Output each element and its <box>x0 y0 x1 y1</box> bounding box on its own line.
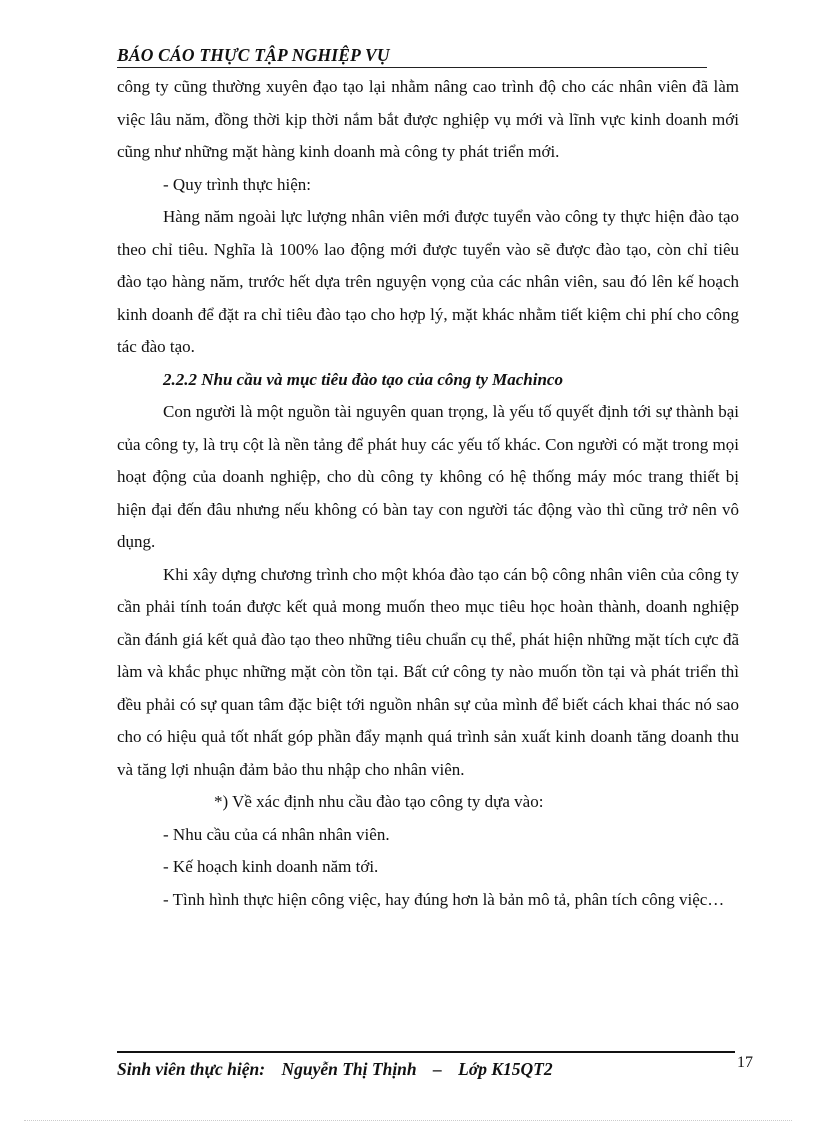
page-bottom-edge <box>24 1120 792 1121</box>
paragraph-human-resources: Con người là một nguồn tài nguyên quan trọng, là yếu tố quyết định tới sự thành bại của công ty, là trụ cột là nền tảng để phát huy các yếu tố khác. Con người có mặt trong mọi hoạt động của doanh nghiệp, cho dù công ty không có hệ thống máy móc trang thiết bị hiện đại đến đâu nhưng nếu không có bàn tay con người tác động vào thì cũng trở nên vô dụng. <box>117 402 739 551</box>
footer-divider <box>117 1051 735 1053</box>
student-name: Nguyễn Thị Thịnh <box>281 1059 417 1079</box>
section-heading: 2.2.2 Nhu cầu và mục tiêu đào tạo của công ty Machinco <box>163 369 563 389</box>
page-footer <box>117 1057 565 1081</box>
paragraph-training-continuation: công ty cũng thường xuyên đạo tạo lại nhằm nâng cao trình độ cho các nhân viên đã làm việc lâu năm, đồng thời kịp thời nắm bắt được nghiệp vụ mới và lĩnh vực kinh doanh mới cũng như những mặt hàng kinh doanh mà công ty phát triển mới. <box>117 77 739 161</box>
list-item-individual-needs: - Nhu cầu của cá nhân nhân viên. <box>163 824 390 844</box>
page-number: 17 <box>737 1054 753 1071</box>
footer-separator: – <box>433 1059 442 1079</box>
paragraph-needs-intro: *) Về xác định nhu cầu đào tạo công ty dựa vào: <box>214 792 544 811</box>
paragraph-process-label: - Quy trình thực hiện: <box>163 174 312 194</box>
report-title: BÁO CÁO THỰC TẬP NGHIỆP VỤ <box>117 45 390 65</box>
paragraph-training-program: Khi xây dựng chương trình cho một khóa đào tạo cán bộ công nhân viên của công ty cần phải tính toán được kết quả mong muốn theo mục tiêu học hoàn thành, doanh nghiệp cần đánh giá kết quả đào tạo theo những tiêu chuẩn cụ thể, phát hiện những mặt tích cực đã làm và khắc phục những mặt còn tồn tại. Bất cứ công ty nào muốn tồn tại và phát triển thì đều phải có sự quan tâm đặc biệt tới nguồn nhân sự của mình để biết cách khai thác nó sao cho có hiệu quả tốt nhất góp phần đẩy mạnh quá trình sản xuất kinh doanh tăng doanh thu và tăng lợi nhuận đảm bảo thu nhập cho nhân viên. <box>117 564 739 779</box>
list-item-work-performance: - Tình hình thực hiện công việc, hay đúng hơn là bản mô tả, phân tích công việc… <box>163 889 725 909</box>
paragraph-process-detail: Hàng năm ngoài lực lượng nhân viên mới được tuyển vào công ty thực hiện đào tạo theo chỉ tiêu. Nghĩa là 100% lao động mới được tuyển vào sẽ được đào tạo, còn chỉ tiêu đào tạo hàng năm, trước hết dựa trên nguyện vọng của các nhân viên, sau đó lên kế hoạch kinh doanh để đặt ra chỉ tiêu đào tạo cho hợp lý, mặt khác nhằm tiết kiệm chi phí cho công tác đào tạo. <box>117 207 739 356</box>
class-label: Lớp K15QT2 <box>458 1059 553 1079</box>
student-label: Sinh viên thực hiện: <box>117 1059 266 1079</box>
list-item-business-plan: - Kế hoạch kinh doanh năm tới. <box>163 857 379 876</box>
page-header <box>117 44 707 68</box>
document-body <box>117 71 739 916</box>
